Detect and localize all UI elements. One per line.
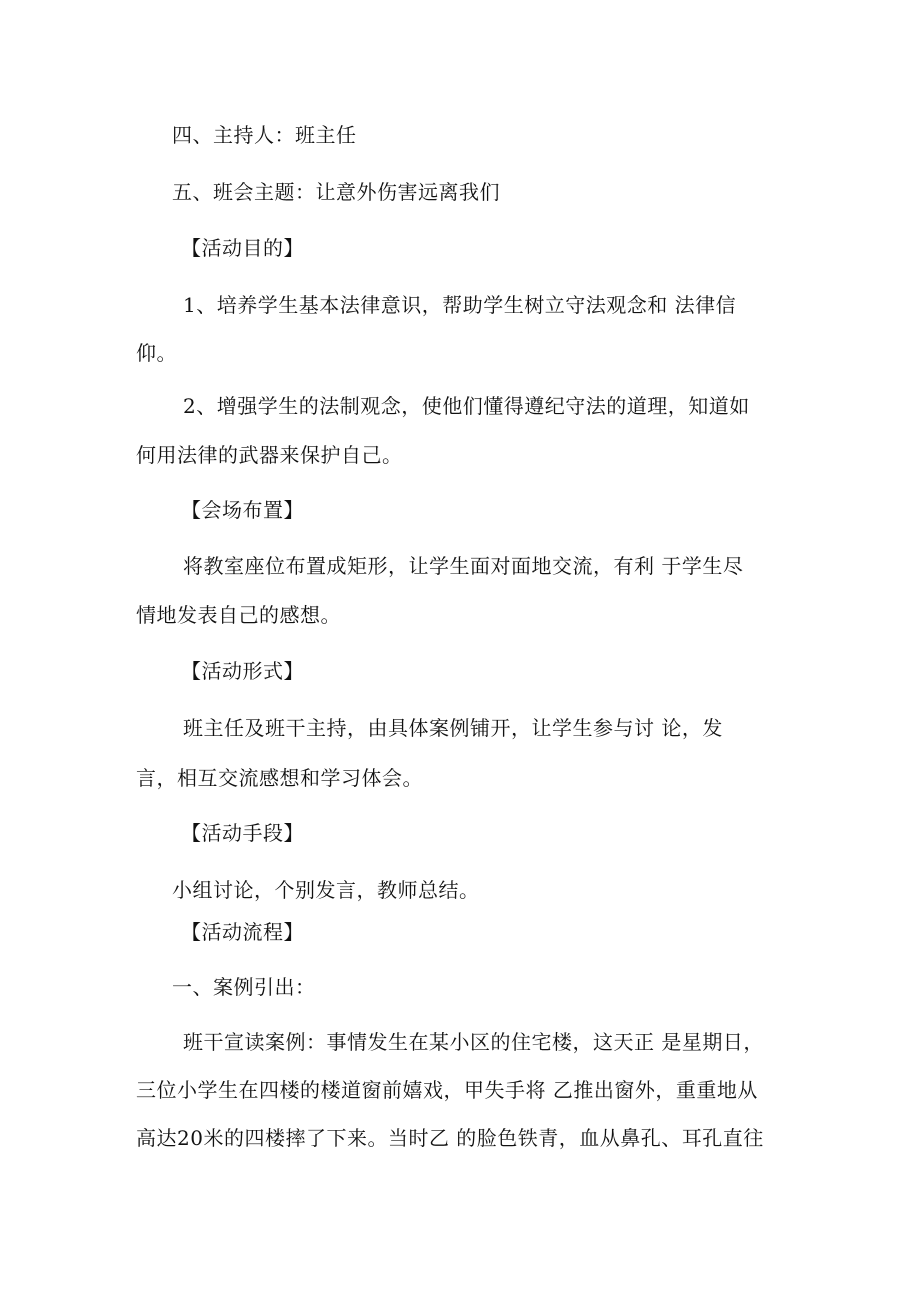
- venue-text-line-1: 将教室座位布置成矩形，让学生面对面地交流，有利 于学生尽: [183, 554, 744, 578]
- purpose-item-2-line-1: 2、增强学生的法制观念，使他们懂得遵纪守法的道理，知道如: [183, 394, 750, 418]
- purpose-heading: 【活动目的】: [181, 236, 304, 260]
- host-line: 四、主持人：班主任: [172, 123, 357, 147]
- form-heading: 【活动形式】: [181, 659, 304, 683]
- purpose-item-1-line-2: 仰。: [136, 341, 177, 365]
- case-line-1: 班干宣读案例：事情发生在某小区的住宅楼，这天正 是星期日，: [183, 1030, 764, 1054]
- theme-line: 五、班会主题：让意外伤害远离我们: [172, 180, 500, 204]
- means-text: 小组讨论，个别发言，教师总结。: [172, 878, 480, 902]
- case-line-3: 高达20米的四楼摔了下来。当时乙 的脸色铁青，血从鼻孔、耳孔直往: [136, 1126, 764, 1150]
- purpose-item-1-line-1: 1、培养学生基本法律意识，帮助学生树立守法观念和 法律信: [183, 293, 737, 317]
- venue-text-line-2: 情地发表自己的感想。: [136, 603, 341, 627]
- means-heading: 【活动手段】: [181, 821, 304, 845]
- form-text-line-1: 班主任及班干主持，由具体案例铺开，让学生参与讨 论，发: [183, 716, 723, 740]
- form-text-line-2: 言，相互交流感想和学习体会。: [136, 766, 423, 790]
- purpose-item-2-line-2: 何用法律的武器来保护自己。: [136, 443, 403, 467]
- case-line-2: 三位小学生在四楼的楼道窗前嬉戏，甲失手将 乙推出窗外，重重地从: [136, 1078, 758, 1102]
- process-step-1: 一、案例引出：: [172, 975, 316, 999]
- venue-heading: 【会场布置】: [181, 498, 304, 522]
- process-heading: 【活动流程】: [181, 920, 304, 944]
